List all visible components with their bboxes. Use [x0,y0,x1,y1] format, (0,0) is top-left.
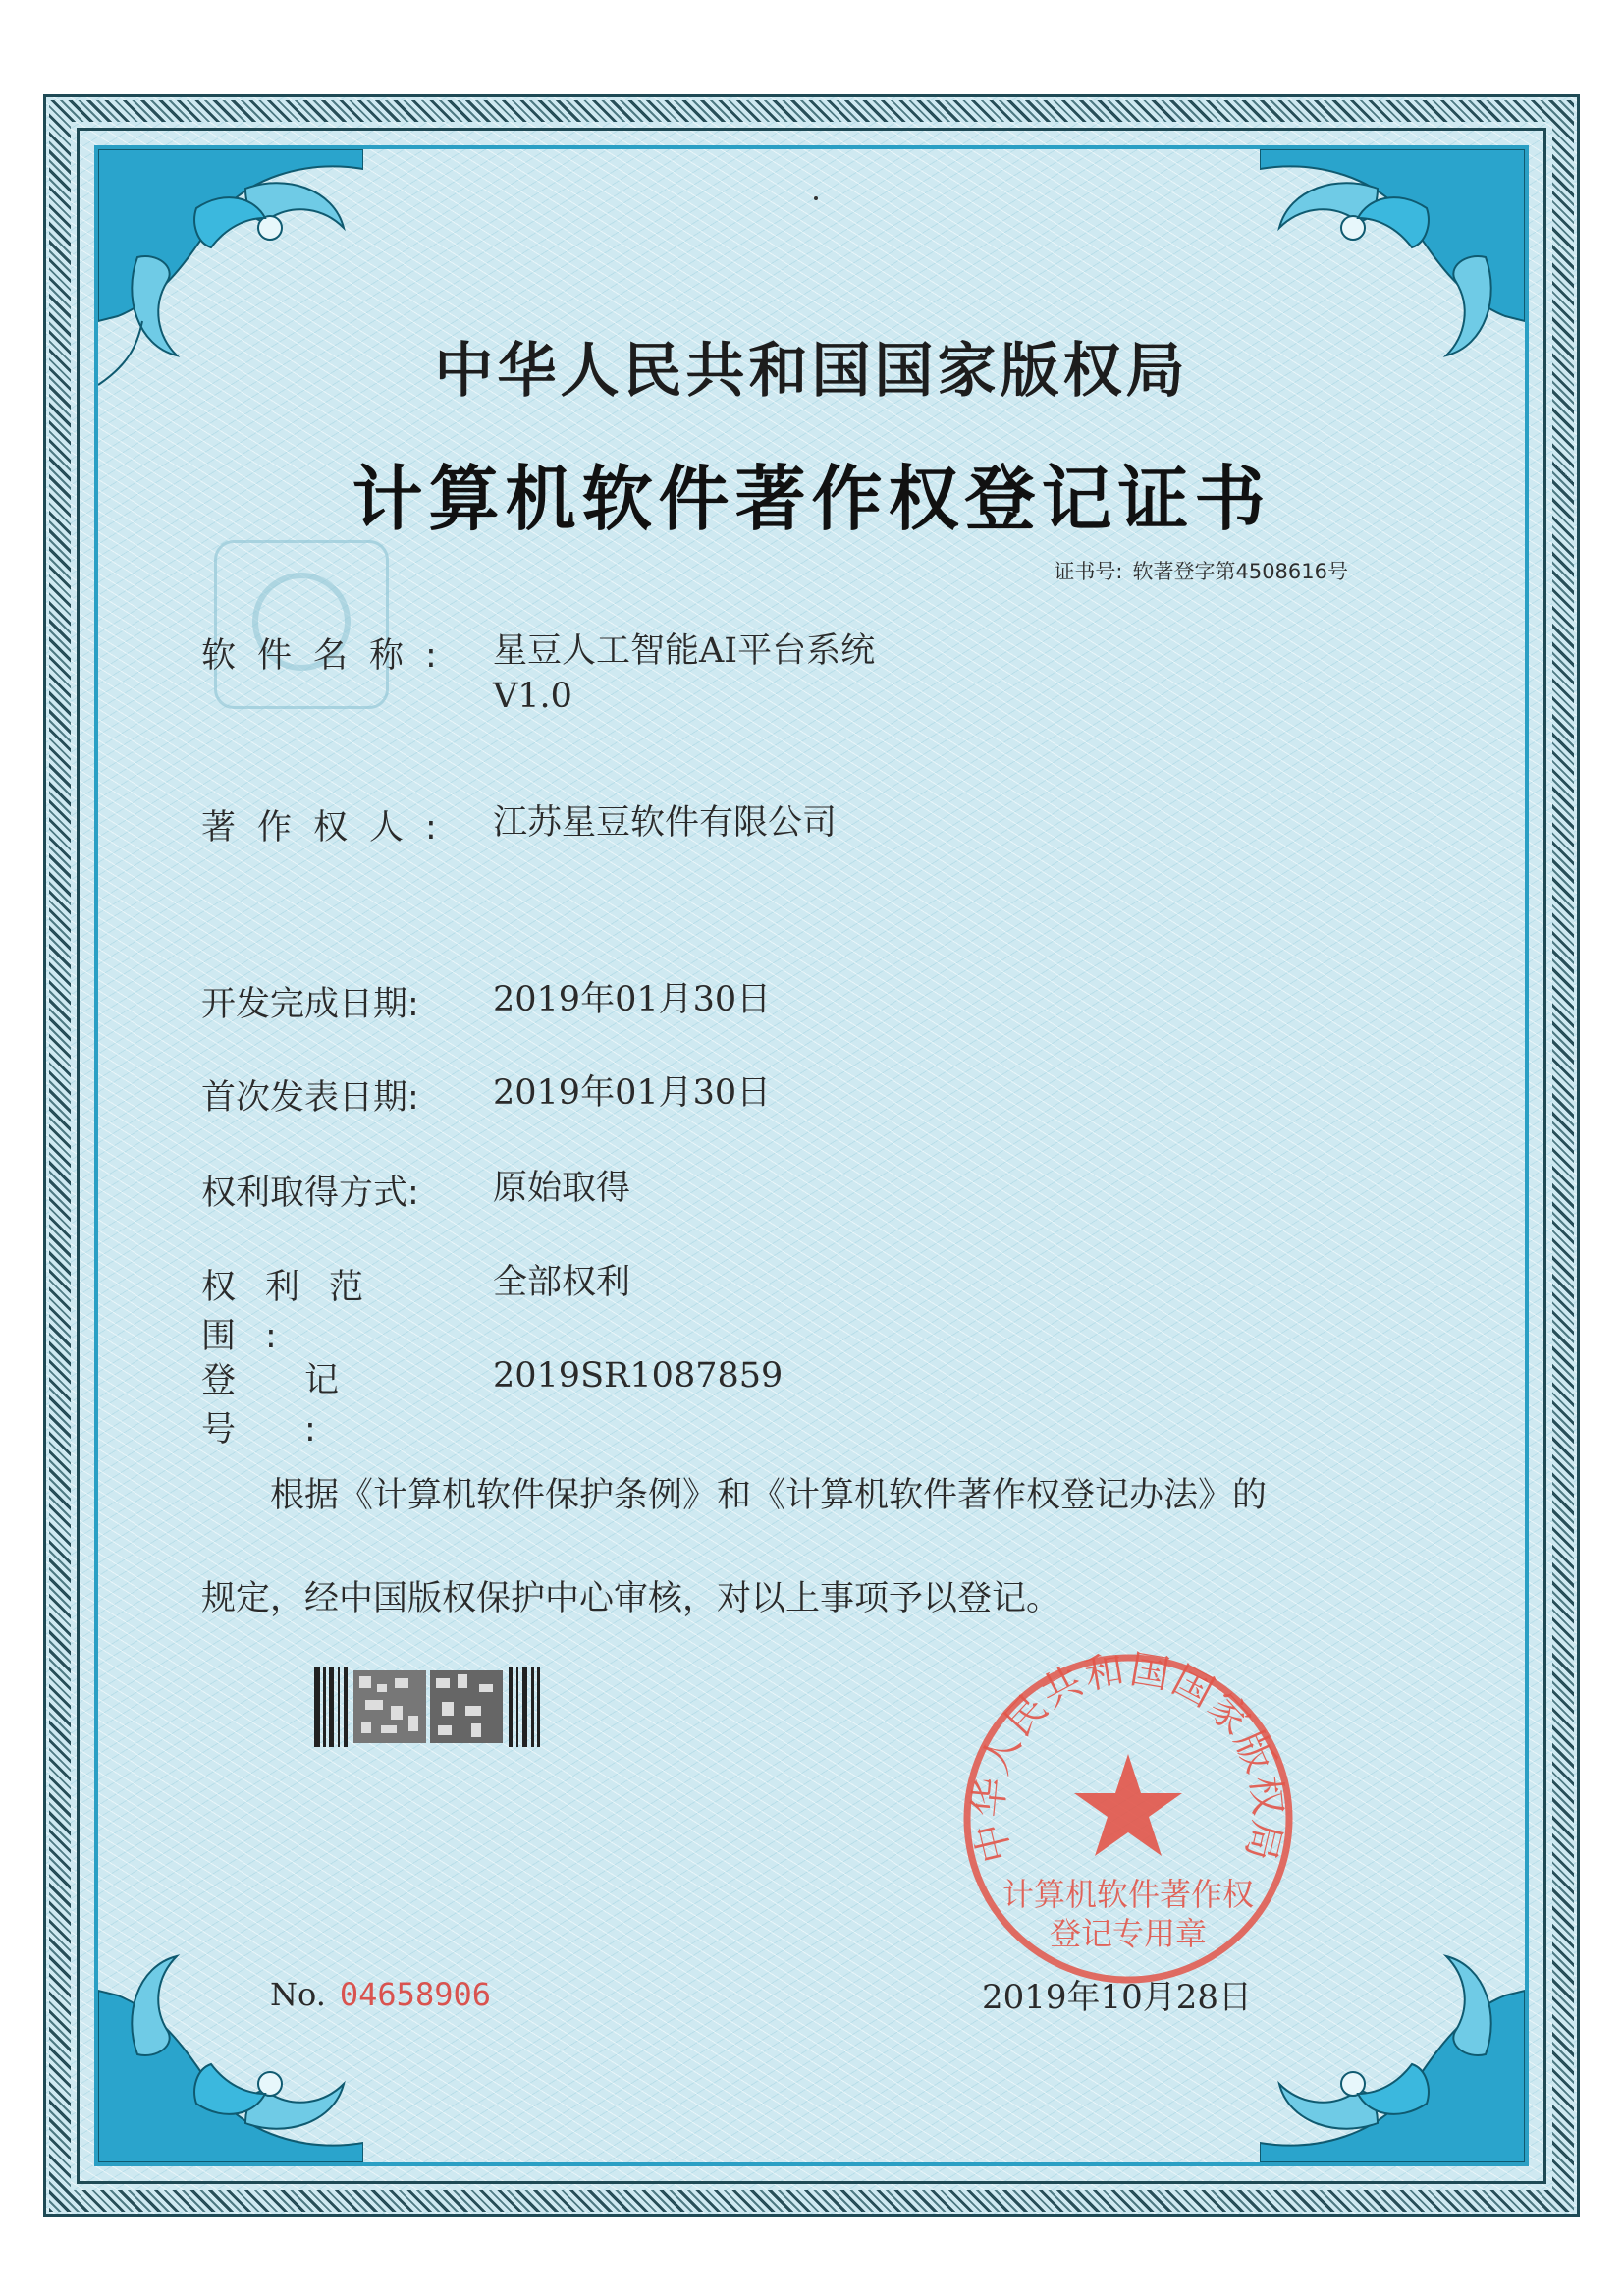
ink-dot [814,196,818,200]
corner-ornament-icon [1260,1917,1525,2162]
seal-ring-text: 中华人民共和国国家版权局 [965,1648,1291,1868]
field-registration-number [201,1353,783,1451]
software-version-value: V1.0 [493,677,572,716]
field-software-name [201,629,875,719]
issuer-title: 中华人民共和国国家版权局 [434,337,1189,406]
field-publication-date [201,1070,771,1120]
field-label: 首次发表日期: [201,1078,419,1118]
legal-statement-line-1: 根据《计算机软件保护条例》和《计算机软件著作权登记办法》的 [270,1476,1268,1515]
field-acquisition-method [201,1166,630,1215]
certificate-title: 计算机软件著作权登记证书 [352,457,1271,540]
official-seal-stamp [957,1648,1299,1990]
field-rights-scope [201,1260,630,1358]
field-copyright-owner [201,800,837,849]
serial-value: 04658906 [339,1976,491,2013]
certificate-number [1044,556,1348,585]
field-value: 江苏星豆软件有限公司 [493,803,838,843]
legal-statement-line-2: 规定，经中国版权保护中心审核，对以上事项予以登记。 [201,1579,1061,1618]
field-label: 著作权人: [201,808,459,847]
certificate-number-label: 证书号: [1054,560,1123,583]
field-value: 全部权利 [493,1263,631,1302]
field-value [493,629,875,719]
field-label: 登记号: [201,1361,408,1449]
seal-line-2: 登记专用章 [1049,1915,1208,1952]
field-value: 2019SR1087859 [493,1356,784,1395]
issue-date: 2019年10月28日 [982,1978,1253,2017]
field-value: 2019年01月30日 [493,980,772,1019]
field-label: 权利取得方式: [201,1174,419,1213]
serial-number [270,1976,491,2013]
field-development-date [201,977,771,1026]
serial-label: No. [270,1976,326,2013]
corner-ornament-icon [98,1917,363,2162]
barcode-icon [314,1667,540,1747]
field-label: 权利范围: [201,1268,394,1356]
software-name-value: 星豆人工智能AI平台系统 [493,631,876,671]
field-value: 原始取得 [493,1169,631,1208]
seal-line-1: 计算机软件著作权 [1001,1876,1255,1913]
field-label: 软件名称: [201,636,459,676]
field-value: 2019年01月30日 [493,1073,772,1113]
certificate-number-value: 软著登字第4508616号 [1132,560,1348,583]
field-label: 开发完成日期: [201,985,419,1024]
